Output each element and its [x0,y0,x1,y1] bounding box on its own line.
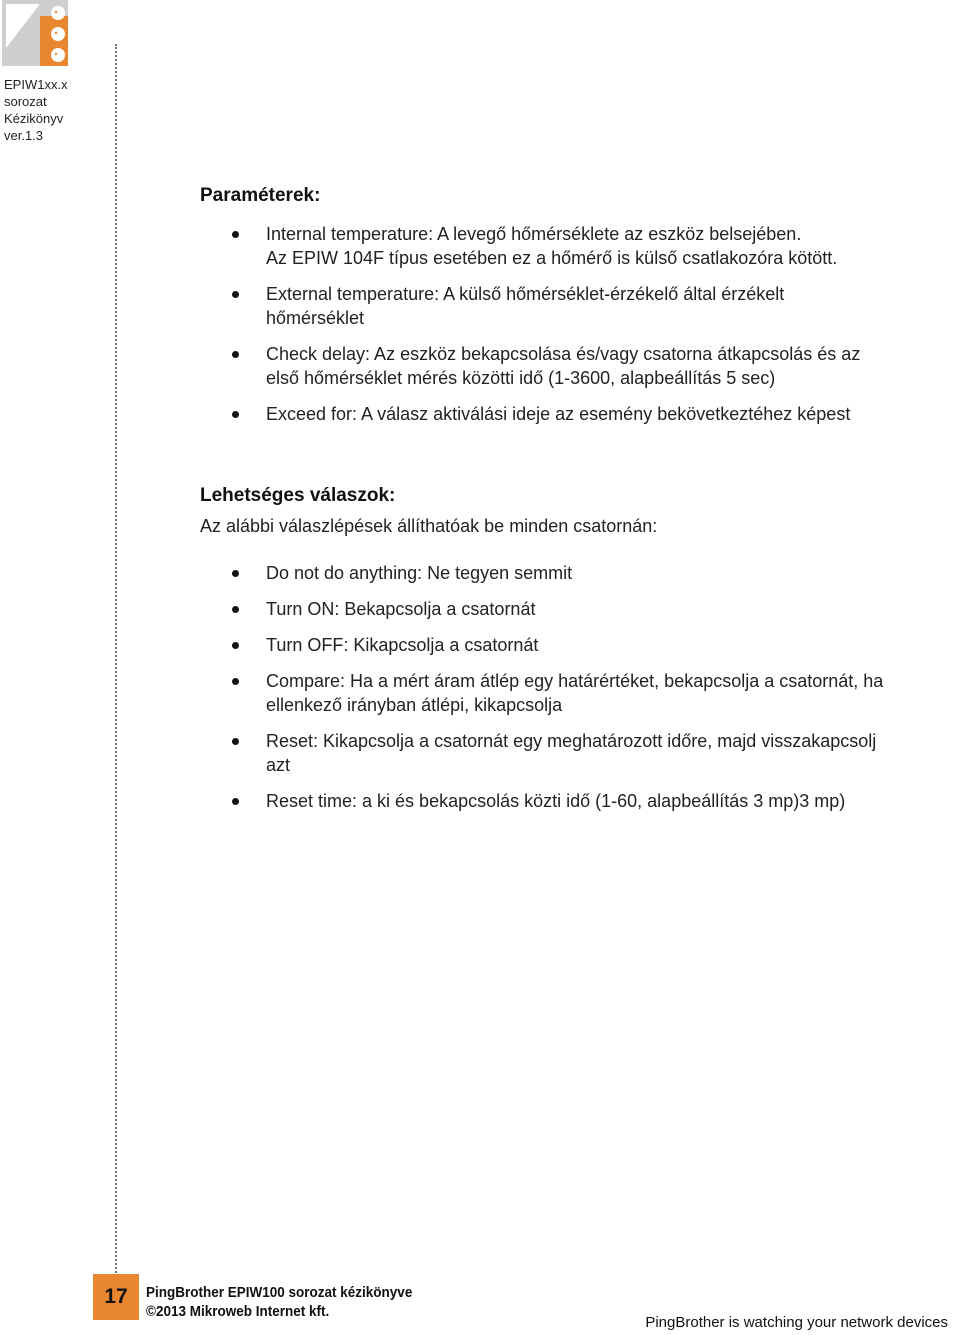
meta-line: ver.1.3 [4,128,44,143]
item-line: Reset: Kikapcsolja a csatornát egy meghatározott időre, majd visszakapcsolj [266,731,877,751]
item-line: Do not do anything: Ne tegyen semmit [266,563,573,583]
list-item [200,729,960,777]
item-line: Internal temperature: A levegő hőmérséklete az eszköz belsejében. [266,224,802,244]
item-line: Turn ON: Bekapcsolja a csatornát [266,599,536,619]
item-line: ellenkező irányban átlépi, kikapcsolja [266,695,563,715]
page-footer [0,1272,960,1335]
item-line: Turn OFF: Kikapcsolja a csatornát [266,635,539,655]
responses-heading: Lehetséges válaszok: [200,485,396,506]
responses-intro: Az alábbi válaszlépések állíthatóak be minden csatornán: [200,516,658,536]
list-item [200,561,960,585]
item-line: Az EPIW 104F típus esetében ez a hőmérő is külső csatlakozóra kötött. [266,248,838,268]
list-item [200,402,960,426]
item-line: Reset time: a ki és bekapcsolás közti idő (1-60, alapbeállítás 3 mp)3 mp) [266,791,846,811]
footer-copyright: ©2013 Mikroweb Internet kft. [146,1303,330,1320]
document-meta [4,76,68,144]
list-item [200,789,960,813]
item-line: hőmérséklet [266,308,365,328]
page-number: 17 [93,1274,139,1320]
item-line: External temperature: A külső hőmérséklet-érzékelő által érzékelt [266,284,785,304]
footer-slogan: PingBrother is watching your network devices [645,1314,948,1331]
list-item [200,222,960,270]
list-item [200,669,960,717]
meta-line: Kézikönyv [4,111,64,126]
list-item [200,633,960,657]
item-line: Exceed for: A válasz aktiválási ideje az esemény bekövetkeztéhez képest [266,404,851,424]
meta-line: sorozat [4,94,47,109]
page-content [200,183,960,825]
responses-list [200,561,960,813]
item-line: első hőmérséklet mérés közötti idő (1-3600, alapbeállítás 5 sec) [266,368,776,388]
pingbrother-logo [2,0,68,70]
item-line: Compare: Ha a mért áram átlép egy határértéket, bekapcsolja a csatornát, ha [266,671,884,691]
list-item [200,342,960,390]
parameters-heading: Paraméterek: [200,185,321,206]
margin-divider [115,44,117,1284]
list-item [200,597,960,621]
footer-title: PingBrother EPIW100 sorozat kézikönyve [146,1284,413,1301]
item-line: Check delay: Az eszköz bekapcsolása és/vagy csatorna átkapcsolás és az [266,344,861,364]
list-item [200,282,960,330]
item-line: azt [266,755,291,775]
parameters-list [200,222,960,426]
meta-line: EPIW1xx.x [4,77,68,92]
